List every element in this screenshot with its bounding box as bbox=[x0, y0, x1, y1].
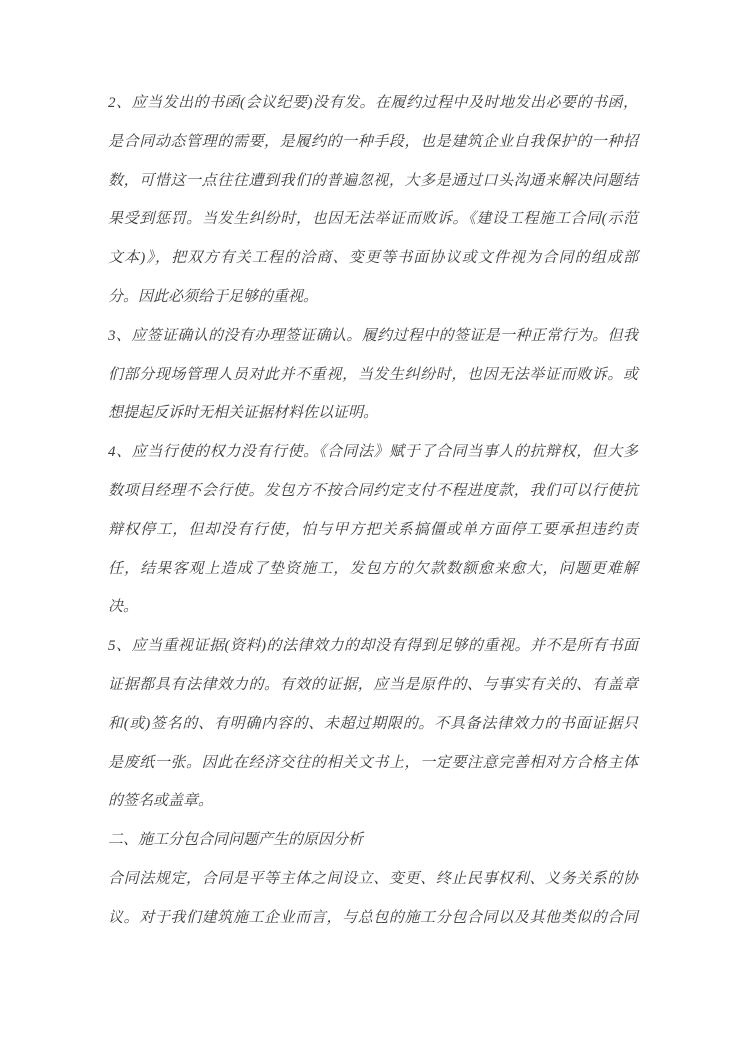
text-line: 是合同动态管理的需要，是履约的一种手段，也是建筑企业自我保护的一种招 bbox=[108, 133, 638, 150]
text-line: 的签名或盖章。 bbox=[108, 793, 214, 810]
text-line: 5、应当重视证据(资料)的法律效力的却没有得到足够的重视。并不是所有书面 bbox=[108, 638, 638, 655]
text-line: 数，可惜这一点往往遭到我们的普遍忽视，大多是通过口头沟通来解决问题结 bbox=[108, 172, 638, 189]
text-line: 想提起反诉时无相关证据材料佐以证明。 bbox=[108, 405, 379, 422]
text-line: 证据都具有法律效力的。有效的证据，应当是原件的、与事实有关的、有盖章 bbox=[108, 676, 638, 693]
text-line: 决。 bbox=[108, 599, 139, 616]
text-line: 分。因此必须给于足够的重视。 bbox=[108, 288, 319, 305]
text-line: 3、应签证确认的没有办理签证确认。履约过程中的签证是一种正常行为。但我 bbox=[108, 327, 638, 344]
section-heading-line: 二、施工分包合同问题产生的原因分析 bbox=[108, 832, 364, 849]
text-line: 文本)》，把双方有关工程的洽商、变更等书面协议或文件视为合同的组成部 bbox=[108, 250, 638, 267]
document-text-block bbox=[108, 84, 638, 938]
text-line: 任，结果客观上造成了垫资施工，发包方的欠款数额愈来愈大，问题更难解 bbox=[108, 560, 638, 577]
text-line: 4、应当行使的权力没有行使。《合同法》赋于了合同当事人的抗辩权，但大多 bbox=[108, 444, 638, 461]
text-line: 合同法规定，合同是平等主体之间设立、变更、终止民事权利、义务关系的协 bbox=[108, 870, 638, 887]
text-line: 和(或)签名的、有明确内容的、未超过期限的。不具备法律效力的书面证据只 bbox=[108, 715, 638, 732]
text-line: 是废纸一张。因此在经济交往的相关文书上，一定要注意完善相对方合格主体 bbox=[108, 754, 638, 771]
text-line: 们部分现场管理人员对此并不重视，当发生纠纷时，也因无法举证而败诉。或 bbox=[108, 366, 638, 383]
text-line: 数项目经理不会行使。发包方不按合同约定支付不程进度款，我们可以行使抗 bbox=[108, 482, 638, 499]
text-line: 果受到惩罚。当发生纠纷时，也因无法举证而败诉。《建设工程施工合同(示范 bbox=[108, 211, 638, 228]
text-line: 2、应当发出的书函(会议纪要)没有发。在履约过程中及时地发出必要的书函， bbox=[108, 95, 638, 111]
text-line: 辩权停工，但却没有行使，怕与甲方把关系搞僵或单方面停工要承担违约责 bbox=[108, 521, 638, 538]
text-line: 议。对于我们建筑施工企业而言，与总包的施工分包合同以及其他类似的合同 bbox=[108, 909, 638, 926]
